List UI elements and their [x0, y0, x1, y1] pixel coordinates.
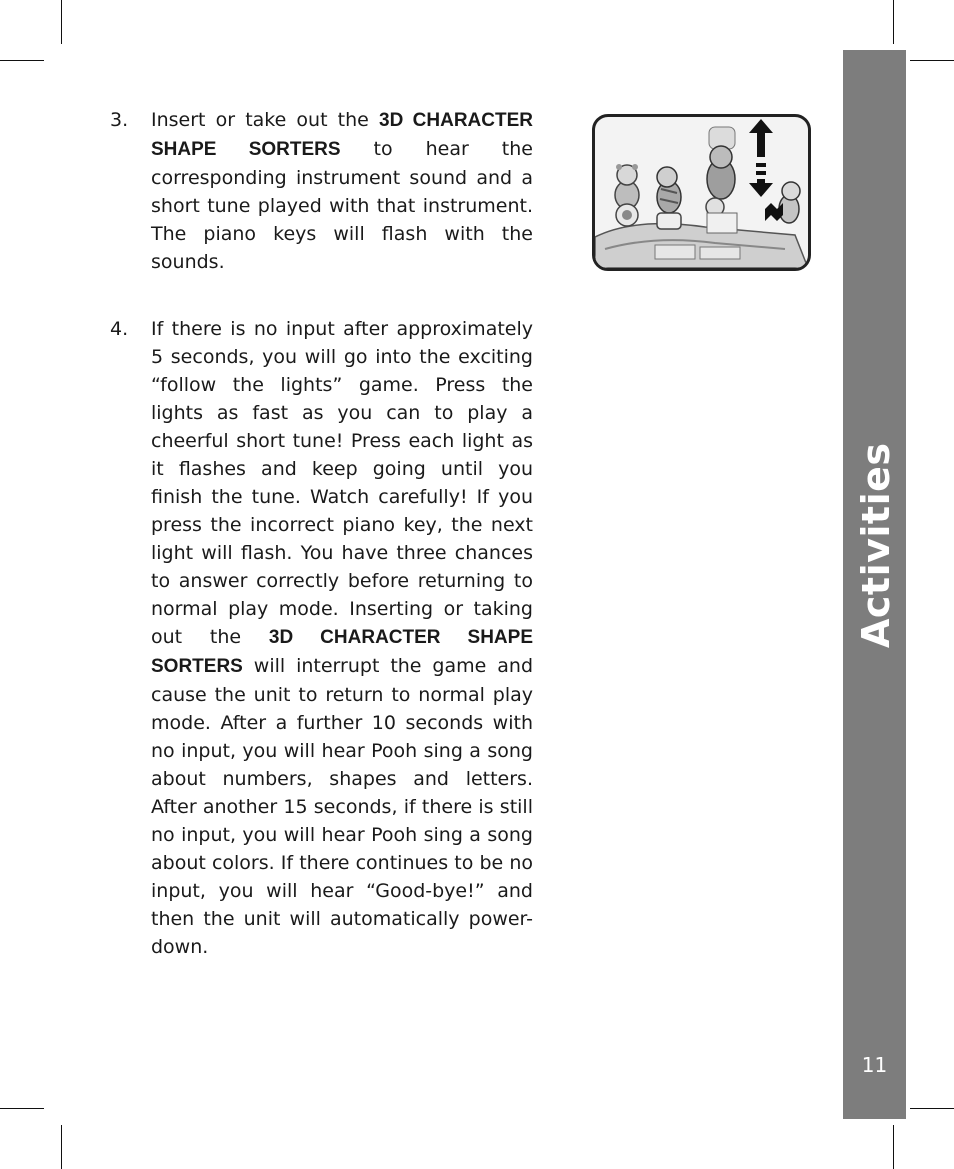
item-number: 4.	[110, 318, 129, 340]
toy-illustration	[592, 114, 811, 271]
section-title-text: Activities	[854, 442, 898, 648]
item-text-part-bold: 3D CHARACTER SHAPE SORTERS	[151, 627, 533, 677]
character-figure	[765, 182, 800, 223]
item-text-part: Insert or take out the	[151, 109, 379, 131]
crop-mark	[0, 1108, 44, 1109]
list-item-3	[110, 106, 533, 276]
up-down-arrow-icon	[749, 119, 773, 197]
crop-mark	[61, 0, 62, 44]
character-figure	[615, 164, 639, 226]
crop-mark	[893, 0, 894, 44]
crop-mark	[0, 60, 44, 61]
crop-mark	[910, 60, 954, 61]
item-text	[151, 106, 533, 276]
item-text-part: to hear the corresponding instrument sound and a short tune played with that instrument. The piano keys will flash with the sounds.	[151, 138, 533, 273]
toy-illustration-svg	[595, 117, 808, 268]
item-text-part: will interrupt the game and cause the unit to return to normal play mode. After a further 10 seconds with no input, you will hear Pooh sing a song about numbers, shapes and letters. After another 15 seconds, if there is still no input, you will hear Pooh sing a song about colors. If there continues to be no input, you will hear “Good-bye!” and then the unit will automatically power-down.	[151, 655, 533, 958]
item-number: 3.	[110, 109, 129, 131]
page-number: 11	[861, 1053, 888, 1077]
item-text-part: If there is no input after approximately 5 seconds, you will go into the exciting “follow the lights” game. Press the lights as fast as you can to play a cheerful short tune! Press each light as it flashes and keep going until you finish the tune. Watch carefully! If you press the incorrect piano key, the next light will flash. You have three chances to answer correctly before returning to normal play mode. Inserting or taking out the	[151, 318, 533, 648]
list-item-4	[110, 315, 533, 961]
item-text-part-bold: 3D CHARACTER SHAPE SORTERS	[151, 110, 533, 160]
character-figure	[657, 167, 681, 229]
crop-mark	[893, 1125, 894, 1169]
item-text	[151, 315, 533, 961]
crop-mark	[61, 1125, 62, 1169]
crop-mark	[910, 1108, 954, 1109]
character-figure	[706, 127, 737, 233]
